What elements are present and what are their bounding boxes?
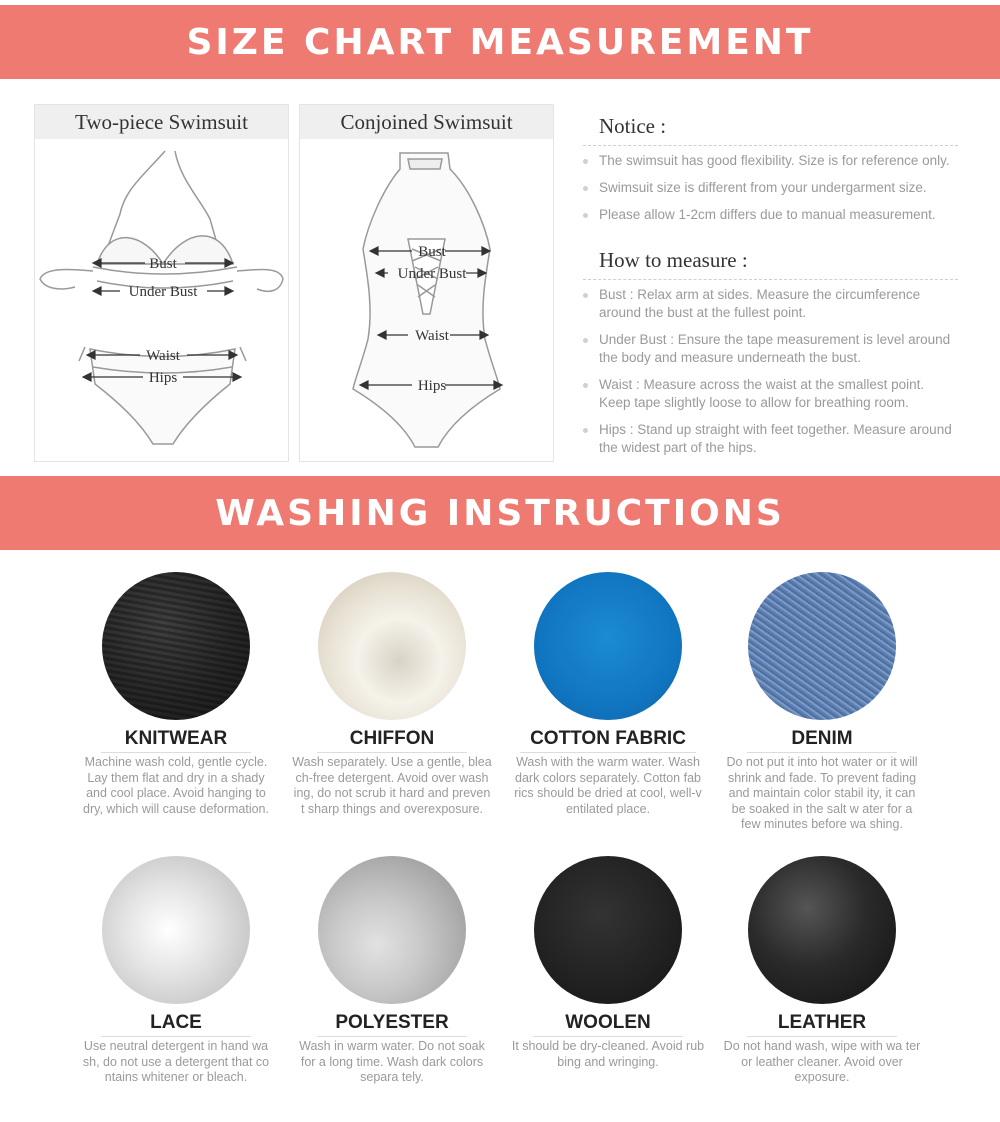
fabric-description: Wash with the warm water. Wash dark colors separately. Cotton fab rics should be dried at cool, well-v entilated place. [514, 755, 702, 816]
conjoined-under-bust-label: Under Bust [397, 266, 467, 282]
two-piece-waist-label: Waist [146, 348, 180, 364]
woolen-swatch-image [534, 856, 682, 1004]
two-piece-title: Two-piece Swimsuit [35, 105, 288, 139]
fabric-chiffon [292, 572, 492, 817]
fabric-description: Wash in warm water. Do not soak for a long time. Wash dark colors separa tely. [299, 1039, 485, 1084]
notice-list [583, 152, 958, 224]
fabric-name: LACE [101, 1012, 251, 1037]
fabric-name: WOOLEN [533, 1012, 683, 1037]
fabric-name: COTTON FABRIC [520, 728, 696, 753]
conjoined-title: Conjoined Swimsuit [300, 105, 553, 139]
conjoined-hips-label: Hips [417, 378, 447, 394]
conjoined-bust-label: Bust [418, 244, 446, 260]
fabric-description: It should be dry-cleaned. Avoid rub bing and wringing. [511, 1039, 705, 1069]
fabric-cotton [508, 572, 708, 817]
fabric-description: Do not hand wash, wipe with wa ter or leather cleaner. Avoid over exposure. [723, 1039, 921, 1084]
fabric-name: DENIM [747, 728, 897, 753]
conjoined-swimsuit-illustration [300, 139, 553, 461]
size-chart-banner [0, 5, 1000, 79]
two-piece-hips-label: Hips [148, 370, 178, 386]
conjoined-waist-label: Waist [415, 328, 449, 344]
measure-item-under-bust: Under Bust : Ensure the tape measurement is level around the body and measure underneath the bust. [583, 331, 958, 367]
chiffon-swatch-image [318, 572, 466, 720]
fabric-name: KNITWEAR [101, 728, 251, 753]
notice-item: Please allow 1-2cm differs due to manual measurement. [583, 206, 958, 224]
notice-title: Notice : [583, 112, 958, 146]
fabric-description: Use neutral detergent in hand wa sh, do not use a detergent that co ntains whitener or bleach. [82, 1039, 270, 1084]
how-to-measure-list [583, 286, 958, 457]
two-piece-bust-label: Bust [149, 256, 177, 272]
fabric-polyester [292, 856, 492, 1086]
two-piece-under-bust-label: Under Bust [128, 284, 198, 300]
knitwear-swatch-image [102, 572, 250, 720]
fabric-leather [722, 856, 922, 1086]
fabric-denim [722, 572, 922, 833]
fabric-knitwear [76, 572, 276, 817]
fabric-name: CHIFFON [317, 728, 467, 753]
denim-swatch-image [748, 572, 896, 720]
washing-heading: WASHING INSTRUCTIONS [215, 492, 785, 534]
fabric-name: LEATHER [747, 1012, 897, 1037]
fabric-description: Wash separately. Use a gentle, blea ch-free detergent. Avoid over wash ing, do not scrub it hard and preven t sharp things and overexposure. [292, 755, 492, 816]
fabric-woolen [508, 856, 708, 1070]
notice-item: Swimsuit size is different from your undergarment size. [583, 179, 958, 197]
fabric-description: Do not put it into hot water or it will shrink and fade. To prevent fading and maintain color stabil ity, it can be soaked in the salt w ater for a few minutes before wa shing. [726, 755, 918, 831]
notice-item: The swimsuit has good flexibility. Size is for reference only. [583, 152, 958, 170]
fabric-lace [76, 856, 276, 1086]
size-chart-heading: SIZE CHART MEASUREMENT [186, 21, 814, 63]
measurement-info-panel [583, 112, 958, 466]
fabric-description: Machine wash cold, gentle cycle. Lay them flat and dry in a shady and cool place. Avoid hanging to dry, which will cause deformation. [83, 755, 269, 816]
washing-banner [0, 476, 1000, 550]
how-to-measure-title: How to measure : [583, 246, 958, 280]
cotton-swatch-image [534, 572, 682, 720]
two-piece-swimsuit-illustration [35, 139, 288, 461]
two-piece-diagram-card [34, 104, 289, 462]
conjoined-diagram-card [299, 104, 554, 462]
leather-swatch-image [748, 856, 896, 1004]
fabric-name: POLYESTER [317, 1012, 467, 1037]
polyester-swatch-image [318, 856, 466, 1004]
measure-item-bust: Bust : Relax arm at sides. Measure the circumference around the bust at the fullest point. [583, 286, 958, 322]
measure-item-waist: Waist : Measure across the waist at the smallest point. Keep tape slightly loose to allow for breathing room. [583, 376, 958, 412]
measure-item-hips: Hips : Stand up straight with feet together. Measure around the widest part of the hips. [583, 421, 958, 457]
lace-swatch-image [102, 856, 250, 1004]
